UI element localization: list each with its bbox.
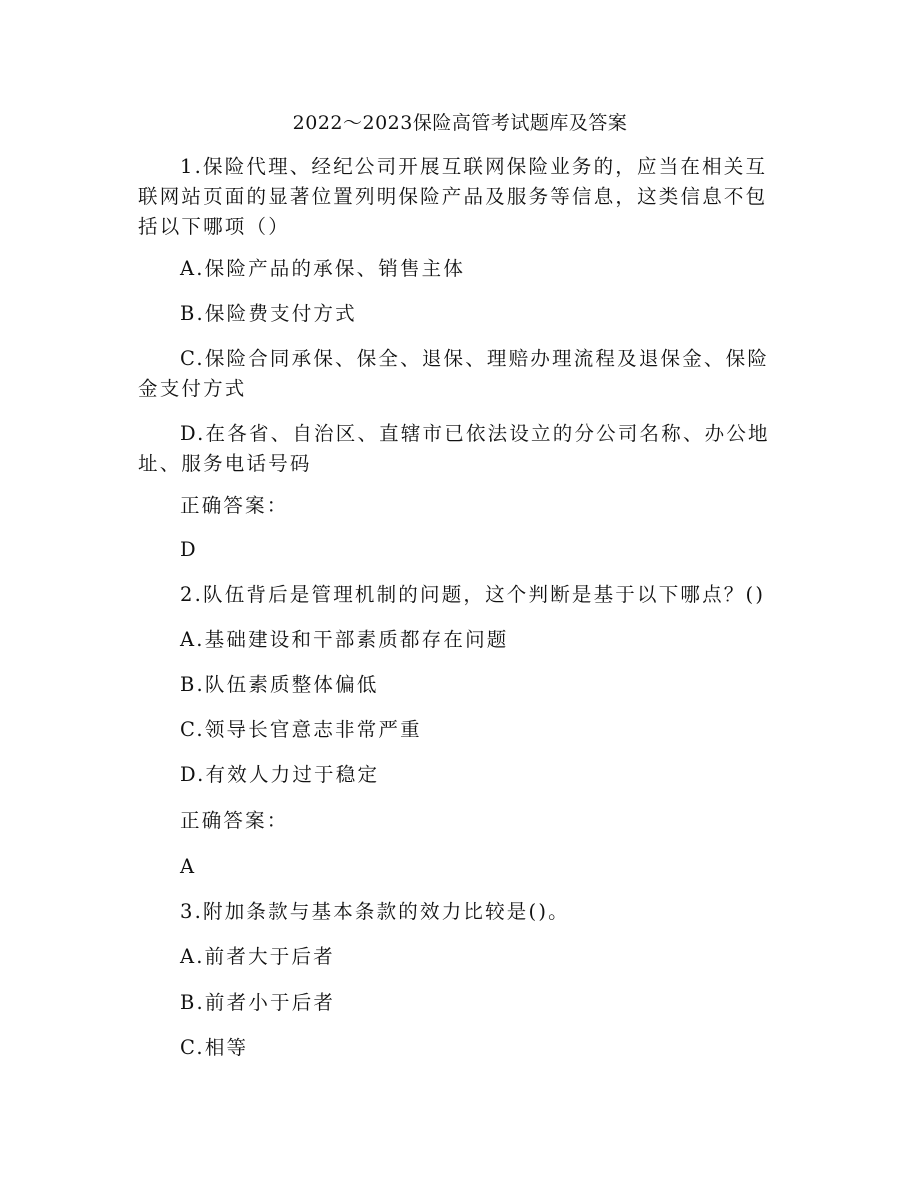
question-1-text: 1.保险代理、经纪公司开展互联网保险业务的，应当在相关互联网站页面的显著位置列明保险产品及服务等信息，这类信息不包括以下哪项（） — [138, 155, 768, 238]
question-1-option-b: B.保险费支付方式 — [180, 302, 357, 325]
document-title: 2022～2023保险高管考试题库及答案 — [292, 112, 628, 134]
question-2-text: 2.队伍背后是管理机制的问题，这个判断是基于以下哪点？() — [180, 583, 766, 606]
question-3-option-a: A.前者大于后者 — [180, 945, 335, 968]
question-2-option-a: A.基础建设和干部素质都存在问题 — [180, 628, 509, 651]
question-3-option-b: B.前者小于后者 — [180, 991, 336, 1014]
question-1-option-d: D.在各省、自治区、直辖市已依法设立的分公司名称、办公地址、服务电话号码 — [138, 422, 770, 475]
question-1-answer-label: 正确答案： — [180, 494, 289, 517]
question-2-answer-label: 正确答案： — [180, 809, 289, 832]
question-2-answer: A — [180, 855, 197, 878]
question-3-text: 3.附加条款与基本条款的效力比较是()。 — [180, 900, 570, 923]
question-1-option-c: C.保险合同承保、保全、退保、理赔办理流程及退保金、保险金支付方式 — [138, 347, 770, 400]
question-2-option-d: D.有效人力过于稳定 — [180, 763, 380, 786]
question-2-option-b: B.队伍素质整体偏低 — [180, 673, 379, 696]
question-2-option-c: C.领导长官意志非常严重 — [180, 718, 422, 741]
question-1-option-a: A.保险产品的承保、销售主体 — [180, 257, 466, 280]
question-1-answer: D — [180, 538, 198, 561]
question-3-option-c: C.相等 — [180, 1036, 249, 1059]
